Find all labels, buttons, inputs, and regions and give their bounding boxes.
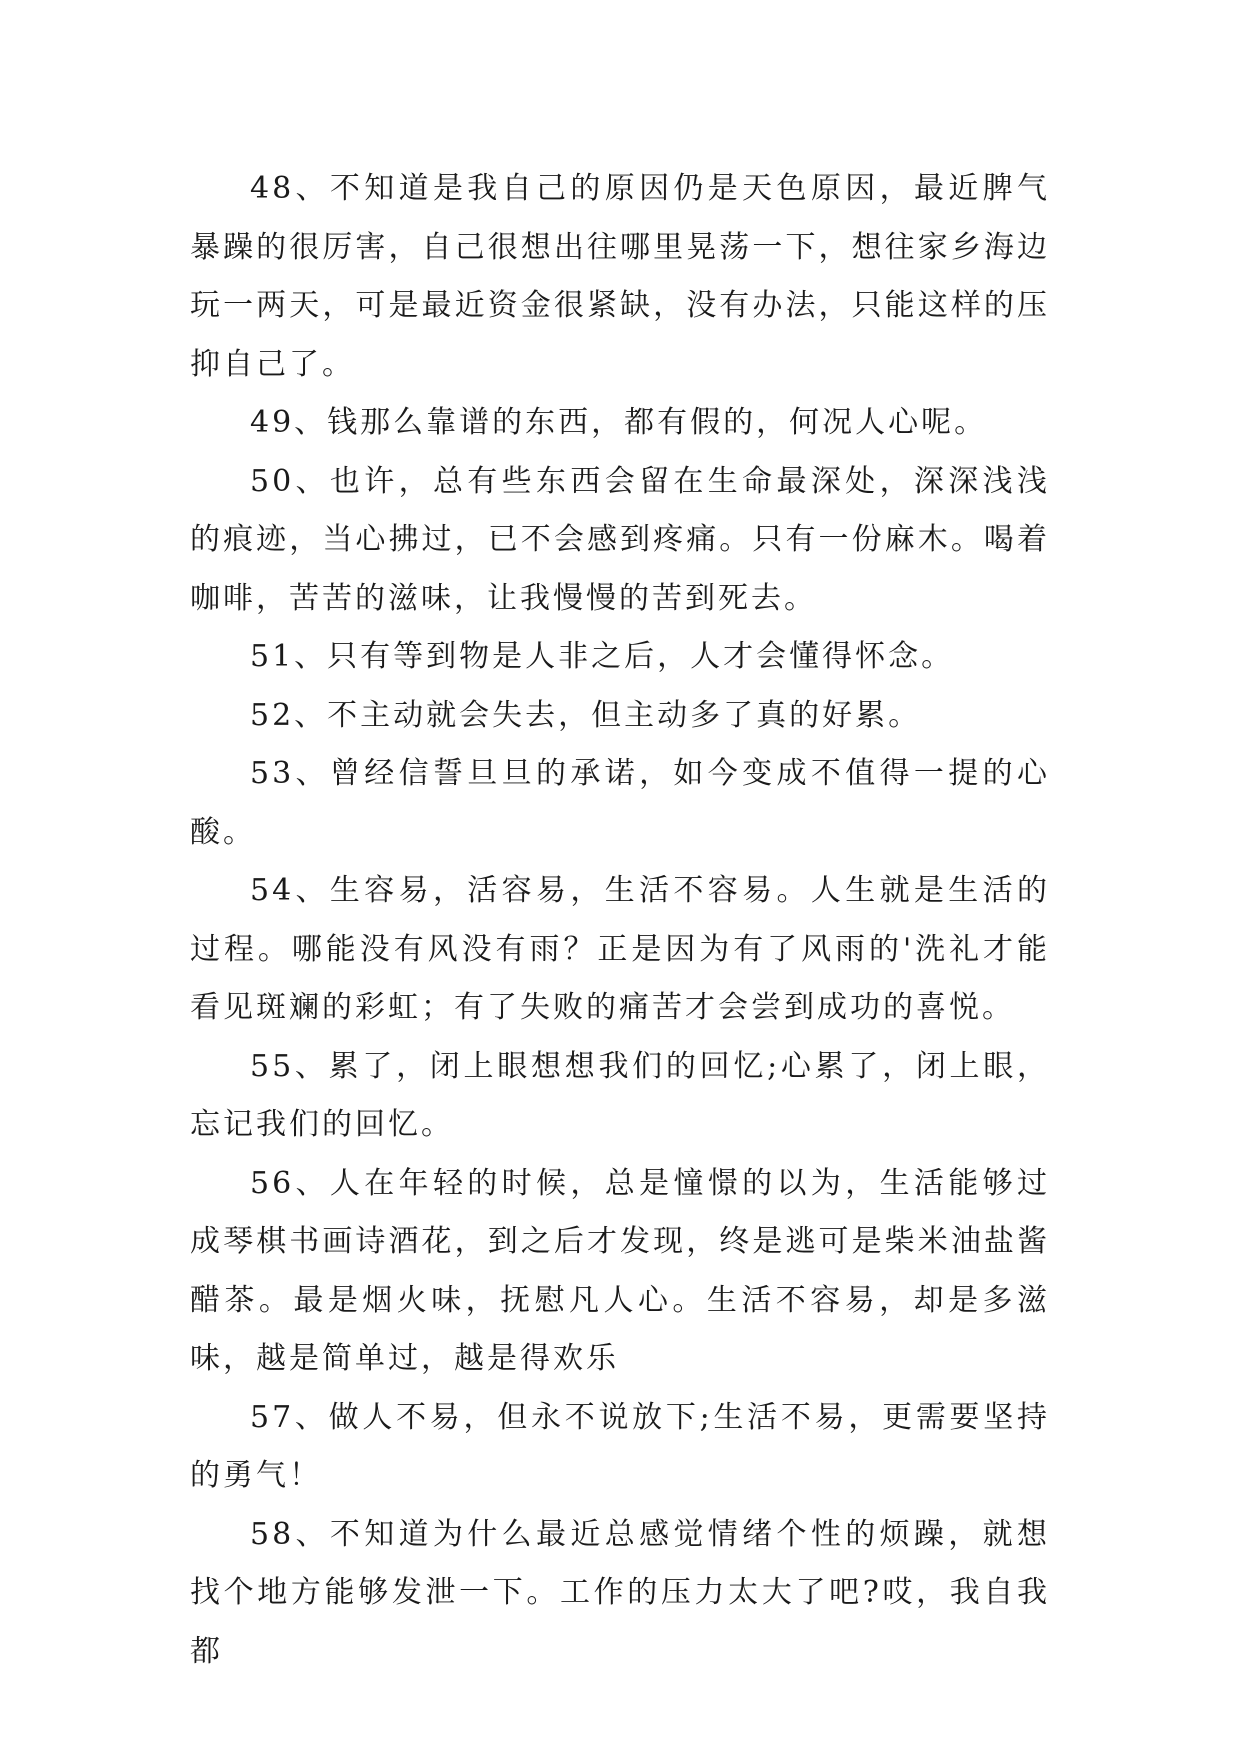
paragraph-51: 51、只有等到物是人非之后，人才会懂得怀念。 bbox=[250, 639, 955, 674]
paragraph-49: 49、钱那么靠谱的东西，都有假的，何况人心呢。 bbox=[250, 405, 988, 440]
paragraph-54: 54、生容易，活容易，生活不容易。人生就是生活的过程。哪能没有风没有雨？正是因为有了风雨的'洗礼才能看见斑斓的彩虹；有了失败的痛苦才会尝到成功的喜悦。 bbox=[190, 873, 1050, 1025]
paragraph-52: 52、不主动就会失去，但主动多了真的好累。 bbox=[250, 697, 922, 733]
paragraph-56: 56、人在年轻的时候，总是憧憬的以为，生活能够过成琴棋书画诗酒花，到之后才发现，终是逃可是柴米油盐酱醋茶。最是烟火味，抚慰凡人心。生活不容易，却是多滋味，越是简单过，越是得欢乐 bbox=[190, 1165, 1050, 1376]
paragraph-58: 58、不知道为什么最近总感觉情绪个性的烦躁，就想找个地方能够发泄一下。工作的压力太大了吧?哎，我自我都 bbox=[190, 1516, 1050, 1669]
paragraph-57: 57、做人不易，但永不说放下;生活不易，更需要坚持的勇气！ bbox=[190, 1399, 1050, 1493]
paragraph-53: 53、曾经信誓旦旦的承诺，如今变成不值得一提的心酸。 bbox=[190, 756, 1050, 850]
paragraph-55: 55、累了，闭上眼想想我们的回忆;心累了，闭上眼，忘记我们的回忆。 bbox=[190, 1048, 1050, 1142]
paragraph-50: 50、也许，总有些东西会留在生命最深处，深深浅浅的痕迹，当心拂过，已不会感到疼痛。只有一份麻木。喝着咖啡，苦苦的滋味，让我慢慢的苦到死去。 bbox=[190, 463, 1050, 616]
document-body bbox=[190, 160, 1050, 1681]
paragraph-48: 48、不知道是我自己的原因仍是天色原因，最近脾气暴躁的很厉害，自己很想出往哪里晃荡一下，想往家乡海边玩一两天，可是最近资金很紧缺，没有办法，只能这样的压抑自己了。 bbox=[190, 171, 1050, 382]
